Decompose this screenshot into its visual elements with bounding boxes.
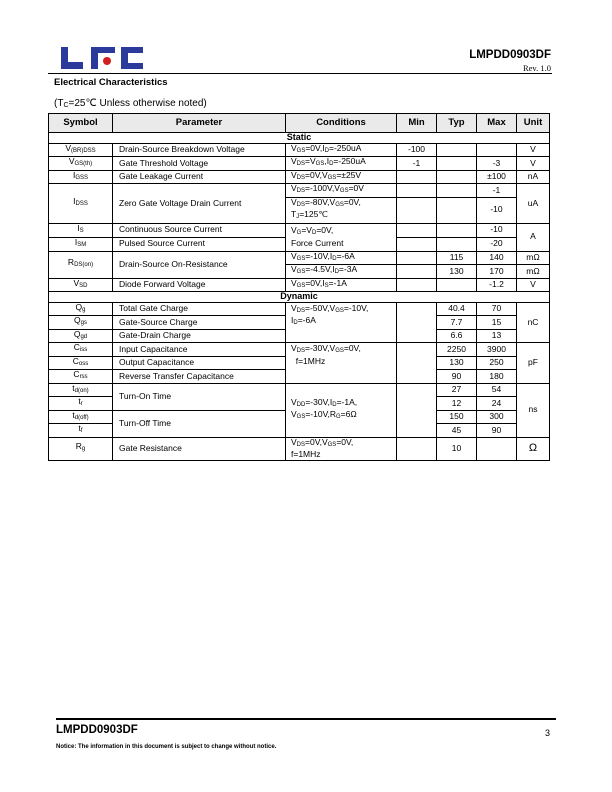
parameter-cell: Turn-On Time [113, 383, 286, 410]
max-cell: -3 [477, 157, 517, 171]
typ-cell: 27 [437, 383, 477, 397]
typ-cell: 115 [437, 251, 477, 265]
min-cell [397, 278, 437, 292]
header-min: Min [397, 114, 437, 133]
table-row-vsd [49, 278, 550, 292]
company-logo [61, 47, 143, 69]
conditions-cell: $V_{DS}=0V,V_{GS}=\pm 25V$ [286, 170, 397, 184]
max-cell: -20 [477, 237, 517, 251]
symbol-cell: $t_{d(off)}$ [49, 410, 113, 424]
symbol-cell: $t_{d(on)}$ [49, 383, 113, 397]
max-cell: 54 [477, 383, 517, 397]
doc-title: LMPDD0903DF [469, 49, 551, 61]
typ-cell: 90 [437, 370, 477, 384]
max-cell: -10 [477, 197, 517, 223]
parameter-cell: Output Capacitance [113, 356, 286, 370]
conditions-cell: $V_{GS}=0V,I_S=-1A$ [286, 278, 397, 292]
condition-note: ($T_C=25℃$ Unless otherwise noted) [54, 98, 207, 109]
unit-cell: Ω [517, 437, 550, 460]
footer-divider [56, 718, 556, 720]
parameter-cell: Zero Gate Voltage Drain Current [113, 184, 286, 224]
typ-cell [437, 157, 477, 171]
unit-cell: mΩ [517, 251, 550, 265]
symbol-cell: $I_S$ [49, 223, 113, 237]
parameter-cell: Continuous Source Current [113, 223, 286, 237]
min-cell [397, 251, 437, 265]
symbol-cell: $R_g$ [49, 437, 113, 460]
conditions-cell: $V_{DS}=-100V,V_{GS}=0V$ [286, 184, 397, 198]
table-row-qg [49, 302, 550, 316]
symbol-cell: $C_{oss}$ [49, 356, 113, 370]
parameter-cell: Drain-Source Breakdown Voltage [113, 143, 286, 157]
min-cell [397, 184, 437, 198]
header-parameter: Parameter [113, 114, 286, 133]
conditions-cell: $V_{DS}=-80V,V_{GS}=0V$, $T_J=125℃$ [286, 197, 397, 223]
table-row-ciss [49, 343, 550, 357]
parameter-cell: Gate Leakage Current [113, 170, 286, 184]
max-cell: -1 [477, 184, 517, 198]
conditions-cell: $V_{DD}=-30V,I_D=-1A$, $V_{GS}=-10V,R_G=6\Omega$ [286, 383, 397, 437]
conditions-cell: $V_{DS}=0V,V_{GS}=0V$, f=1MHz [286, 437, 397, 460]
unit-cell: nA [517, 170, 550, 184]
symbol-cell: $Q_{gd}$ [49, 329, 113, 343]
max-cell [477, 143, 517, 157]
typ-cell: 6.6 [437, 329, 477, 343]
parameter-cell: Gate Threshold Voltage [113, 157, 286, 171]
section-heading: Electrical Characteristics [54, 77, 168, 88]
table-row-tdon [49, 383, 550, 397]
max-cell: 15 [477, 316, 517, 330]
symbol-cell: $Q_g$ [49, 302, 113, 316]
unit-cell: ns [517, 383, 550, 437]
section-row-dynamic [49, 292, 550, 303]
header-max: Max [477, 114, 517, 133]
parameter-cell: Input Capacitance [113, 343, 286, 357]
typ-cell [437, 237, 477, 251]
parameter-cell: Drain-Source On-Resistance [113, 251, 286, 278]
max-cell: 140 [477, 251, 517, 265]
typ-cell [437, 170, 477, 184]
conditions-cell: $V_{GS}=0V,I_D=-250uA$ [286, 143, 397, 157]
parameter-cell: Diode Forward Voltage [113, 278, 286, 292]
parameter-cell: Gate-Drain Charge [113, 329, 286, 343]
table-row-igss [49, 170, 550, 184]
table-row-is [49, 223, 550, 237]
min-cell [397, 197, 437, 223]
max-cell: 3900 [477, 343, 517, 357]
conditions-cell: $V_{GS}=-4.5V,I_D=-3A$ [286, 265, 397, 279]
symbol-cell: $R_{DS(on)}$ [49, 251, 113, 278]
parameter-cell: Turn-Off Time [113, 410, 286, 437]
min-cell: -1 [397, 157, 437, 171]
parameter-cell: Total Gate Charge [113, 302, 286, 316]
typ-cell [437, 143, 477, 157]
max-cell: ±100 [477, 170, 517, 184]
table-row-vgsth [49, 157, 550, 171]
symbol-cell: $V_{(BR)DSS}$ [49, 143, 113, 157]
max-cell: -10 [477, 223, 517, 237]
header-typ: Typ [437, 114, 477, 133]
header-divider [48, 73, 552, 74]
unit-cell: uA [517, 184, 550, 224]
unit-cell: V [517, 143, 550, 157]
typ-cell: 40.4 [437, 302, 477, 316]
conditions-cell: $V_{DS}=-50V,V_{GS}=-10V$, $I_D=-6A$ [286, 302, 397, 343]
unit-cell: nC [517, 302, 550, 343]
typ-cell: 7.7 [437, 316, 477, 330]
typ-cell: 12 [437, 397, 477, 411]
section-row-static [49, 133, 550, 144]
max-cell: 13 [477, 329, 517, 343]
conditions-cell: $V_G=V_D=0V$, Force Current [286, 223, 397, 251]
parameter-cell: Reverse Transfer Capacitance [113, 370, 286, 384]
symbol-cell: $I_{GSS}$ [49, 170, 113, 184]
max-cell: 170 [477, 265, 517, 279]
header-conditions: Conditions [286, 114, 397, 133]
min-cell [397, 383, 437, 437]
table-row-idss-1 [49, 184, 550, 198]
max-cell: 70 [477, 302, 517, 316]
typ-cell: 150 [437, 410, 477, 424]
typ-cell [437, 197, 477, 223]
typ-cell [437, 184, 477, 198]
typ-cell: 2250 [437, 343, 477, 357]
doc-revision: Rev. 1.0 [522, 63, 551, 73]
min-cell [397, 265, 437, 279]
unit-cell: pF [517, 343, 550, 384]
parameter-cell: Pulsed Source Current [113, 237, 286, 251]
symbol-cell: $C_{iss}$ [49, 343, 113, 357]
header-symbol: Symbol [49, 114, 113, 133]
typ-cell [437, 223, 477, 237]
unit-cell: V [517, 157, 550, 171]
symbol-cell: $C_{rss}$ [49, 370, 113, 384]
min-cell [397, 302, 437, 343]
section-label-dynamic: Dynamic [49, 292, 550, 303]
page-number: 3 [544, 728, 550, 738]
min-cell [397, 237, 437, 251]
typ-cell: 130 [437, 265, 477, 279]
symbol-cell: $I_{SM}$ [49, 237, 113, 251]
max-cell: 90 [477, 424, 517, 438]
typ-cell [437, 278, 477, 292]
electrical-characteristics-table [48, 113, 550, 461]
conditions-cell: $V_{DS}=-30V,V_{GS}=0V$, f=1MHz [286, 343, 397, 384]
min-cell [397, 170, 437, 184]
min-cell [397, 437, 437, 460]
section-label-static: Static [49, 133, 550, 144]
unit-cell: V [517, 278, 550, 292]
footer-notice: Notice: The information in this document is subject to change without notice. [56, 744, 277, 750]
symbol-cell: $V_{SD}$ [49, 278, 113, 292]
symbol-cell: $Q_{gs}$ [49, 316, 113, 330]
min-cell [397, 223, 437, 237]
table-row-bvdss [49, 143, 550, 157]
min-cell: -100 [397, 143, 437, 157]
typ-cell: 130 [437, 356, 477, 370]
conditions-cell: $V_{DS}=V_{GS},I_D=-250uA$ [286, 157, 397, 171]
header-unit: Unit [517, 114, 550, 133]
parameter-cell: Gate Resistance [113, 437, 286, 460]
symbol-cell: $t_r$ [49, 397, 113, 411]
unit-cell: mΩ [517, 265, 550, 279]
max-cell [477, 437, 517, 460]
table-row-rg [49, 437, 550, 460]
unit-cell: A [517, 223, 550, 251]
max-cell: 180 [477, 370, 517, 384]
max-cell: -1.2 [477, 278, 517, 292]
footer-doc-title: LMPDD0903DF [56, 724, 138, 736]
max-cell: 250 [477, 356, 517, 370]
conditions-cell: $V_{GS}=-10V,I_D=-6A$ [286, 251, 397, 265]
symbol-cell: $V_{GS(th)}$ [49, 157, 113, 171]
typ-cell: 45 [437, 424, 477, 438]
table-header-row [49, 114, 550, 133]
typ-cell: 10 [437, 437, 477, 460]
min-cell [397, 343, 437, 384]
parameter-cell: Gate-Source Charge [113, 316, 286, 330]
symbol-cell: $I_{DSS}$ [49, 184, 113, 224]
max-cell: 300 [477, 410, 517, 424]
symbol-cell: $t_f$ [49, 424, 113, 438]
table-row-rdson-1 [49, 251, 550, 265]
max-cell: 24 [477, 397, 517, 411]
